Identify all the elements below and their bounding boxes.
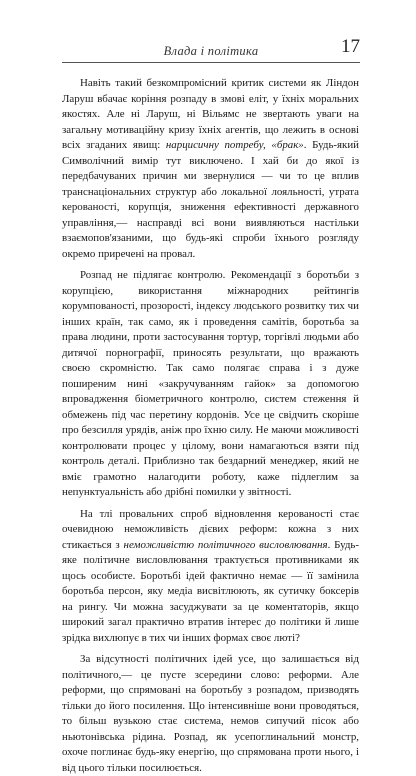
paragraph-3-text-end: . Будь-яке політичне висловлювання трактується противниками як щось особисте. Боротьбі ідей фактично немає — її замінила боротьба персон, яку медіа висвітлюють, як сутичку боксерів на рингу. Чи можна засуджувати за це коментаторів, якщо широкий загал практично втратив інтерес до політики й лише зрідка вихлюпує в тих чи інших формах своє люті? <box>62 538 360 644</box>
paragraph-1-emphasis: нарцисичну потребу, «брак» <box>165 139 304 151</box>
paragraph-1-text: Навіть такий безкомпромісний критик системи як Ліндон Ларуш вбачає коріння розпаду в змові еліт, у їхніх моральних якостях. Але ні Ларуш, ні Вільямс не звертають уваги на загальну мотиваційну кризу їхніх агентів, що лежить в основі всіх згаданих явищ: <box>62 77 359 151</box>
paragraph-2-text: Розпад не підлягає контролю. Рекомендації з боротьби з корупцією, використання міжнародних рейтингів корумпованості, прозорості, індексу людського розвитку тих чи інших країн, так само, як і проведення самітів, боротьба за права людини, проти застосування тортур, торгівлі людьми або дитячої порнографії, приносять результати, що вражають своєю скромністю. Так само полягає справа і з дуже поширеним нині «закручуванням гайок» за допомогою впровадження біометричного контролю, систем стеження й обмежень під час перетину кордонів. Усе це свідчить скоріше про безсилля урядів, аніж про їхню силу. Не маючи можливості контролювати процес у цілому, вони намагаються взяти під контроль деталі. Приблизно так бездарний менеджер, який не вміє грамотно налагодити роботу, каже підлеглим за непунктуальність або дрібні помилки у звітності. <box>62 269 359 498</box>
body-text <box>62 76 359 776</box>
running-head: Влада і політика <box>163 44 259 58</box>
paragraph-4 <box>62 652 359 776</box>
paragraph-3 <box>62 507 359 647</box>
paragraph-1 <box>62 76 359 262</box>
paragraph-1-text-end: . Будь-який Символічний вимір тут виключено. І хай би до якої із передбачуваних причин ми звернулися — чи то це вплив транснаціональних структур або локальної лояльності, утрата керованості, корупція, зниження ефективності державного управління,— насправді всі вони виявляються настільки взаємопов'язаними, що будь-які спроби їхнього розгляду окремо приречені на провал. <box>62 139 360 260</box>
page-number: 17 <box>341 36 360 57</box>
page-header <box>62 32 360 63</box>
paragraph-2 <box>62 268 359 501</box>
paragraph-3-text: На тлі провальних спроб відновлення керованості стає очевидною неможливість дієвих реформ: кожна з них стикається з <box>62 507 359 551</box>
paragraph-4-text: За відсутності політичних ідей усе, що залишається від політичного,— це пусте зсередини слово: реформи. Але реформи, що спрямовані на боротьбу з розпадом, призводять тільки до його посилення. Що інтенсивніше вони проводяться, то більш вузькою стає система, немов сипучий пісок або ньютонівська рідина. Розпад, як усепоглинальний монстр, охоче поглинає будь-яку енергію, що спрямована проти нього, і від цього тільки посилюється. <box>62 653 359 774</box>
paragraph-3-emphasis: неможливістю політичного висловлювання <box>123 538 328 551</box>
